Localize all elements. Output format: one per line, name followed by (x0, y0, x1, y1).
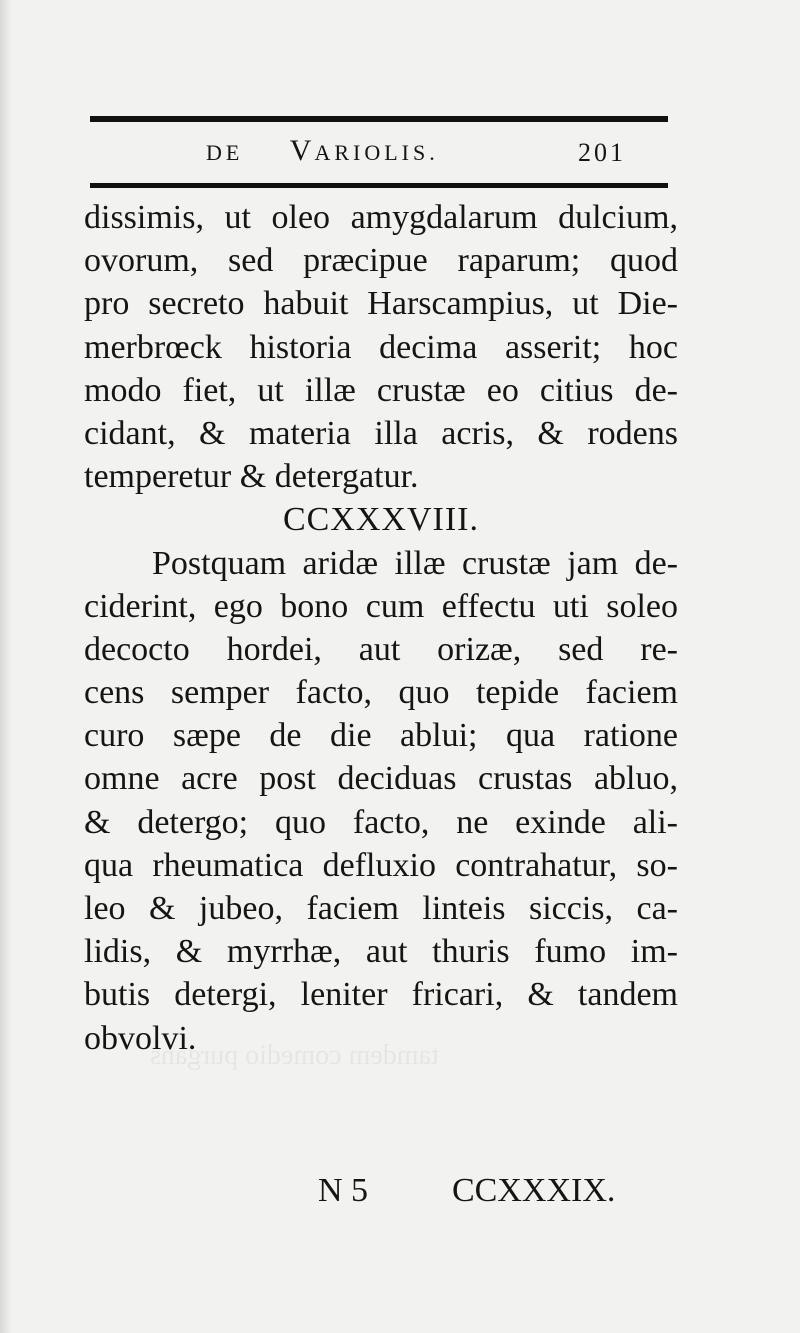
signature-mark: N 5 (318, 1172, 369, 1209)
text-line: merbrœck historia decima asserit; hoc (84, 328, 678, 366)
text-line: lidis, & myrrhæ, aut thuris fumo im- (84, 933, 678, 971)
text-line: butis detergi, leniter fricari, & tandem (84, 976, 678, 1014)
page-gutter-shadow (0, 0, 12, 1333)
text-line: Postquam aridæ illæ crustæ jam de- (152, 544, 678, 582)
text-line: cidant, & materia illa acris, & rodens (84, 414, 678, 452)
text-line: & detergo; quo facto, ne exinde ali- (84, 803, 678, 841)
text-line: omne acre post deciduas crustas abluo, (84, 760, 678, 798)
text-line: curo sæpe de die ablui; qua ratione (84, 717, 678, 755)
text-line: dissimis, ut oleo amygdalarum dulcium, (84, 199, 678, 236)
text-line: leo & jubeo, faciem linteis siccis, ca- (84, 890, 678, 927)
section-heading: CCXXXVIII. (282, 501, 480, 539)
text-line: cens semper facto, quo tepide faciem (84, 674, 678, 712)
text-line: ovorum, sed præcipue raparum; quod (84, 242, 678, 280)
show-through-text: tamdem comedio purgans (150, 1040, 439, 1071)
text-line: ciderint, ego bono cum effectu uti soleo (84, 587, 678, 625)
running-title-initial: V (289, 134, 315, 167)
catchword: CCXXXIX. (452, 1172, 616, 1209)
main-text (84, 196, 678, 1060)
text-line: qua rheumatica defluxio contrahatur, so- (84, 846, 678, 884)
header-rule-top (90, 116, 668, 122)
running-title-prefix: DE (206, 140, 244, 165)
text-line: obvolvi. (84, 1019, 197, 1057)
running-head (206, 128, 646, 176)
running-title-rest: ARIOLIS. (314, 140, 439, 165)
text-line: decocto hordei, aut orizæ, sed re- (84, 630, 678, 668)
header-rule-bottom (90, 183, 668, 188)
running-title (206, 134, 439, 168)
text-line: pro secreto habuit Harscampius, ut Die- (84, 285, 678, 323)
text-line: temperetur & detergatur. (84, 458, 419, 496)
text-line: modo fiet, ut illæ crustæ eo citius de- (84, 371, 678, 409)
page-number: 201 (578, 138, 626, 167)
